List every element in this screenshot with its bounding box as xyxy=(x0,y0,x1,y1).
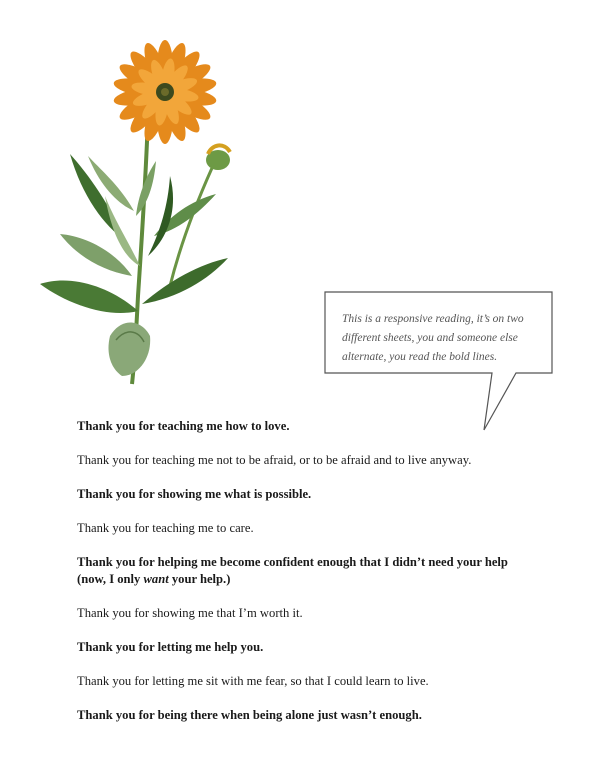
reading-line-5-part-2-post: your help.) xyxy=(168,572,231,586)
reading-line-2: Thank you for teaching me not to be afraid, or to be afraid and to live anyway. xyxy=(77,453,472,467)
reading-line-5 xyxy=(77,554,547,588)
reading-line-5-part-2-pre: (now, I only xyxy=(77,572,144,586)
calendula-flower-icon xyxy=(30,36,250,388)
callout-text: This is a responsive reading, it’s on two different sheets, you and someone else alternate, you read the bold lines. xyxy=(342,313,524,363)
reading-line-8: Thank you for letting me sit with me fear, so that I could learn to live. xyxy=(77,674,429,688)
reading-line-5-part-1: Thank you for helping me become confident enough that I didn’t need your help xyxy=(77,555,508,569)
reading-line-3: Thank you for showing me what is possible. xyxy=(77,487,312,501)
reading-line-9: Thank you for being there when being alone just wasn’t enough. xyxy=(77,708,422,722)
reading-line-1: Thank you for teaching me how to love. xyxy=(77,419,290,433)
responsive-reading xyxy=(77,418,547,741)
reading-line-5-emphasis: want xyxy=(143,572,169,586)
reading-line-7: Thank you for letting me help you. xyxy=(77,640,264,654)
reading-line-6: Thank you for showing me that I’m worth it. xyxy=(77,606,303,620)
reading-line-4: Thank you for teaching me to care. xyxy=(77,521,254,535)
